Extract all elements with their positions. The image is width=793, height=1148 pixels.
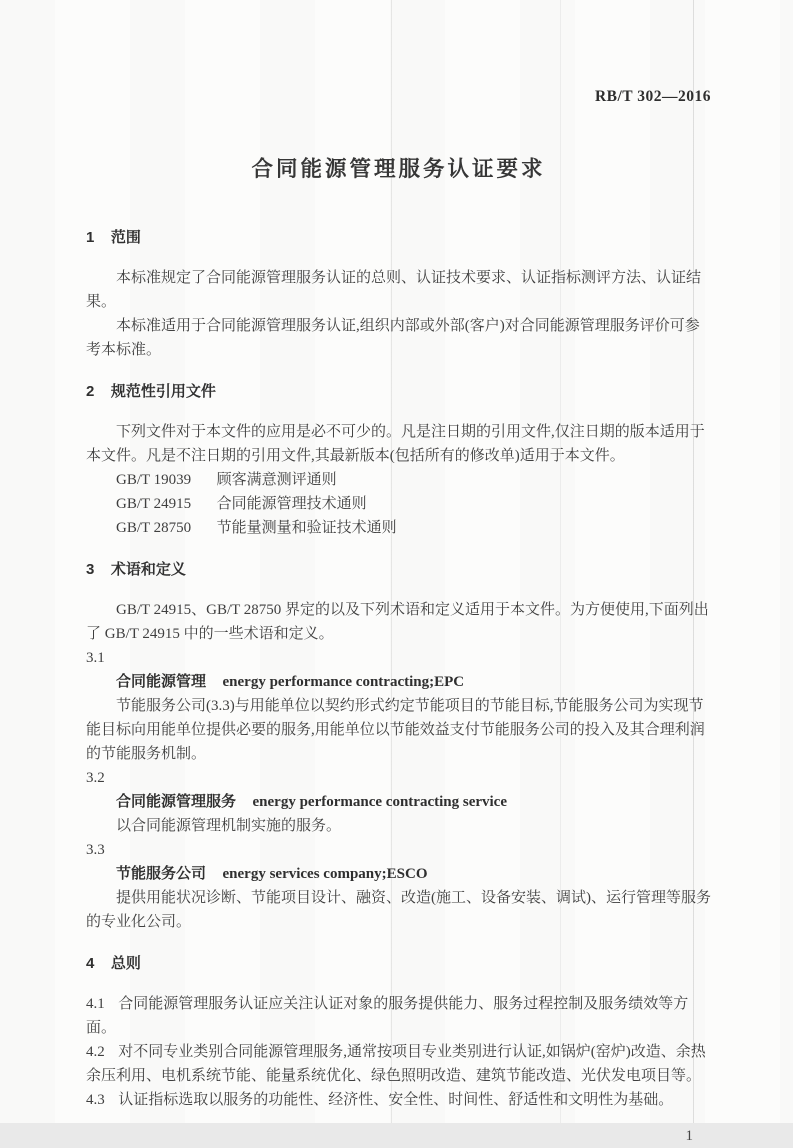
clause-text: 认证指标选取以服务的功能性、经济性、安全性、时间性、舒适性和文明性为基础。 bbox=[118, 1092, 674, 1108]
section-heading-normative-refs bbox=[86, 380, 711, 404]
reference-name: 顾客满意测评通则 bbox=[216, 472, 337, 488]
reference-code: GB/T 19039 bbox=[116, 472, 192, 488]
term-en: energy performance contracting;EPC bbox=[222, 674, 465, 690]
clause-4-1 bbox=[86, 992, 711, 1040]
clause-number: 4.2 bbox=[86, 1044, 105, 1060]
term-definition: 以合同能源管理机制实施的服务。 bbox=[116, 818, 342, 834]
scope-paragraph-2: 本标准适用于合同能源管理服务认证,组织内部或外部(客户)对合同能源管理服务评价可参考本标准。 bbox=[86, 318, 700, 358]
normative-refs-paragraph: 下列文件对于本文件的应用是必不可少的。凡是注日期的引用文件,仅注日期的版本适用于本文件。凡是不注日期的引用文件,其最新版本(包括所有的修改单)适用于本文件。 bbox=[86, 424, 705, 464]
document-title: 合同能源管理服务认证要求 bbox=[251, 157, 546, 181]
reference-item bbox=[116, 516, 711, 540]
reference-code: GB/T 28750 bbox=[116, 520, 192, 536]
clause-number: 4.1 bbox=[86, 996, 105, 1012]
clause-text: 对不同专业类别合同能源管理服务,通常按项目专业类别进行认证,如锅炉(窑炉)改造、余热余压利用、电机系统节能、能量系统优化、绿色照明改造、建筑节能改造、光伏发电项目等。 bbox=[86, 1044, 706, 1084]
term-zh: 节能服务公司 bbox=[116, 865, 207, 882]
section-heading-terms bbox=[86, 558, 711, 582]
clause-number: 4.3 bbox=[86, 1092, 105, 1108]
section-title: 范围 bbox=[110, 229, 141, 246]
term-entry bbox=[116, 670, 711, 694]
term-en: energy performance contracting service bbox=[252, 794, 507, 810]
clause-4-2 bbox=[86, 1040, 711, 1088]
doc-number: RB/T 302—2016 bbox=[594, 88, 711, 105]
section-heading-general bbox=[86, 952, 711, 976]
section-number: 1 bbox=[86, 229, 95, 246]
term-number: 3.2 bbox=[86, 770, 105, 786]
scope-paragraph-1: 本标准规定了合同能源管理服务认证的总则、认证技术要求、认证指标测评方法、认证结果。 bbox=[86, 270, 702, 310]
section-title: 总则 bbox=[110, 955, 141, 972]
section-number: 4 bbox=[86, 955, 95, 972]
clause-4-3 bbox=[86, 1088, 711, 1112]
reference-name: 合同能源管理技术通则 bbox=[216, 496, 367, 512]
reference-item bbox=[116, 468, 711, 492]
term-entry bbox=[116, 790, 711, 814]
term-entry bbox=[116, 862, 711, 886]
reference-code: GB/T 24915 bbox=[116, 496, 192, 512]
term-definition: 节能服务公司(3.3)与用能单位以契约形式约定节能项目的节能目标,节能服务公司为实现节能目标向用能单位提供必要的服务,用能单位以节能效益支付节能服务公司的投入及其合理利润的节能服务机制。 bbox=[86, 698, 705, 762]
reference-name: 节能量测量和验证技术通则 bbox=[216, 520, 397, 536]
term-en: energy services company;ESCO bbox=[222, 866, 428, 882]
term-number: 3.3 bbox=[86, 842, 105, 858]
terms-intro-paragraph: GB/T 24915、GB/T 28750 界定的以及下列术语和定义适用于本文件。为方便使用,下面列出了 GB/T 24915 中的一些术语和定义。 bbox=[86, 602, 709, 642]
page-number: 1 bbox=[685, 1128, 693, 1144]
section-heading-scope bbox=[86, 226, 711, 250]
section-number: 3 bbox=[86, 561, 95, 578]
section-title: 术语和定义 bbox=[110, 561, 186, 578]
section-title: 规范性引用文件 bbox=[110, 383, 216, 400]
term-zh: 合同能源管理服务 bbox=[116, 793, 237, 810]
section-number: 2 bbox=[86, 383, 95, 400]
clause-text: 合同能源管理服务认证应关注认证对象的服务提供能力、服务过程控制及服务绩效等方面。 bbox=[86, 996, 689, 1036]
term-zh: 合同能源管理 bbox=[116, 673, 207, 690]
term-number: 3.1 bbox=[86, 650, 105, 666]
term-definition: 提供用能状况诊断、节能项目设计、融资、改造(施工、设备安装、调试)、运行管理等服务的专业化公司。 bbox=[86, 890, 711, 930]
reference-item bbox=[116, 492, 711, 516]
